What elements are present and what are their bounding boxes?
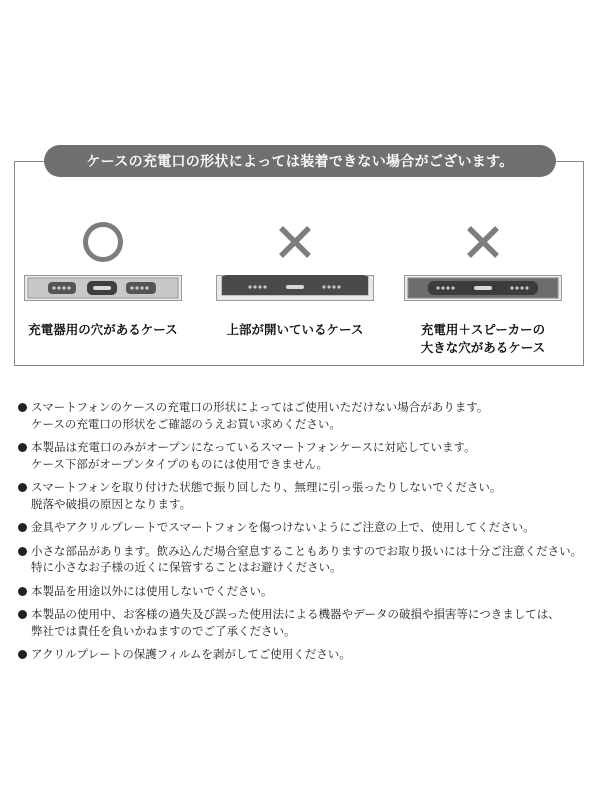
- bullet-icon: [18, 403, 27, 412]
- bullet-icon: [18, 547, 27, 556]
- note-item: [18, 646, 588, 663]
- note-line: 金具やアクリルプレートでスマートフォンを傷つけないようにご注意の上で、使用してください。: [31, 520, 535, 534]
- circle-icon: [82, 221, 124, 263]
- panel-large-hole-case: [398, 222, 568, 357]
- bullet-icon: [18, 587, 27, 596]
- panel-caption-line-1: 充電用＋スピーカーの: [420, 322, 546, 337]
- panel-caption-line-2: 大きな穴があるケース: [420, 340, 546, 355]
- note-line: 本製品を用途以外には使用しないでください。: [31, 583, 273, 598]
- cross-icon: [463, 222, 503, 262]
- note-item: [18, 479, 588, 512]
- panel-caption: 充電器用の穴があるケース: [28, 322, 178, 337]
- note-line: 脱落や破損の原因となります。: [31, 496, 192, 511]
- note-item: [18, 583, 588, 600]
- bullet-icon: [18, 483, 27, 492]
- note-item: [18, 543, 588, 576]
- panel-top-open-case: [210, 222, 380, 339]
- note-line: 本製品の使用中、お客様の過失及び誤った使用法による機器やデータの破損や損害等につきましては、: [31, 607, 560, 621]
- note-line: ケースの充電口の形状をご確認のうえお買い求めください。: [31, 416, 341, 431]
- case-bottom-charger-hole-illustration: [24, 275, 182, 301]
- note-item: [18, 606, 588, 639]
- cross-icon: [275, 222, 315, 262]
- case-large-hole-illustration: [404, 275, 562, 301]
- note-line: 本製品は充電口のみがオープンになっているスマートフォンケースに対応しています。: [31, 440, 476, 454]
- bullet-icon: [18, 523, 27, 532]
- note-item: [18, 519, 588, 536]
- note-line: スマートフォンを取り付けた状態で振り回したり、無理に引っ張ったりしないでください。: [31, 480, 502, 494]
- caution-notes-list: [18, 399, 588, 670]
- note-line: スマートフォンのケースの充電口の形状によってはご使用いただけない場合があります。: [31, 400, 489, 414]
- note-line: 弊社では責任を負いかねますのでご了承ください。: [31, 623, 296, 638]
- note-line: 特に小さなお子様の近くに保管することはお避けください。: [31, 560, 342, 574]
- bullet-icon: [18, 650, 27, 659]
- bullet-icon: [18, 443, 27, 452]
- compatibility-title: ケースの充電口の形状によっては装着できない場合がございます。: [44, 145, 556, 177]
- note-line: ケース下部がオープンタイプのものには使用できません。: [31, 456, 329, 471]
- panel-caption: 上部が開いているケース: [226, 322, 364, 337]
- panel-charger-hole-case: [18, 222, 188, 339]
- note-item: [18, 439, 588, 472]
- bullet-icon: [18, 610, 27, 619]
- case-top-open-illustration: [216, 275, 374, 301]
- note-item: [18, 399, 588, 432]
- note-line: アクリルプレートの保護フィルムを剥がしてご使用ください。: [31, 647, 351, 661]
- note-line: 小さな部品があります。飲み込んだ場合窒息することもありますのでお取り扱いには十分ご注意ください。: [31, 543, 583, 558]
